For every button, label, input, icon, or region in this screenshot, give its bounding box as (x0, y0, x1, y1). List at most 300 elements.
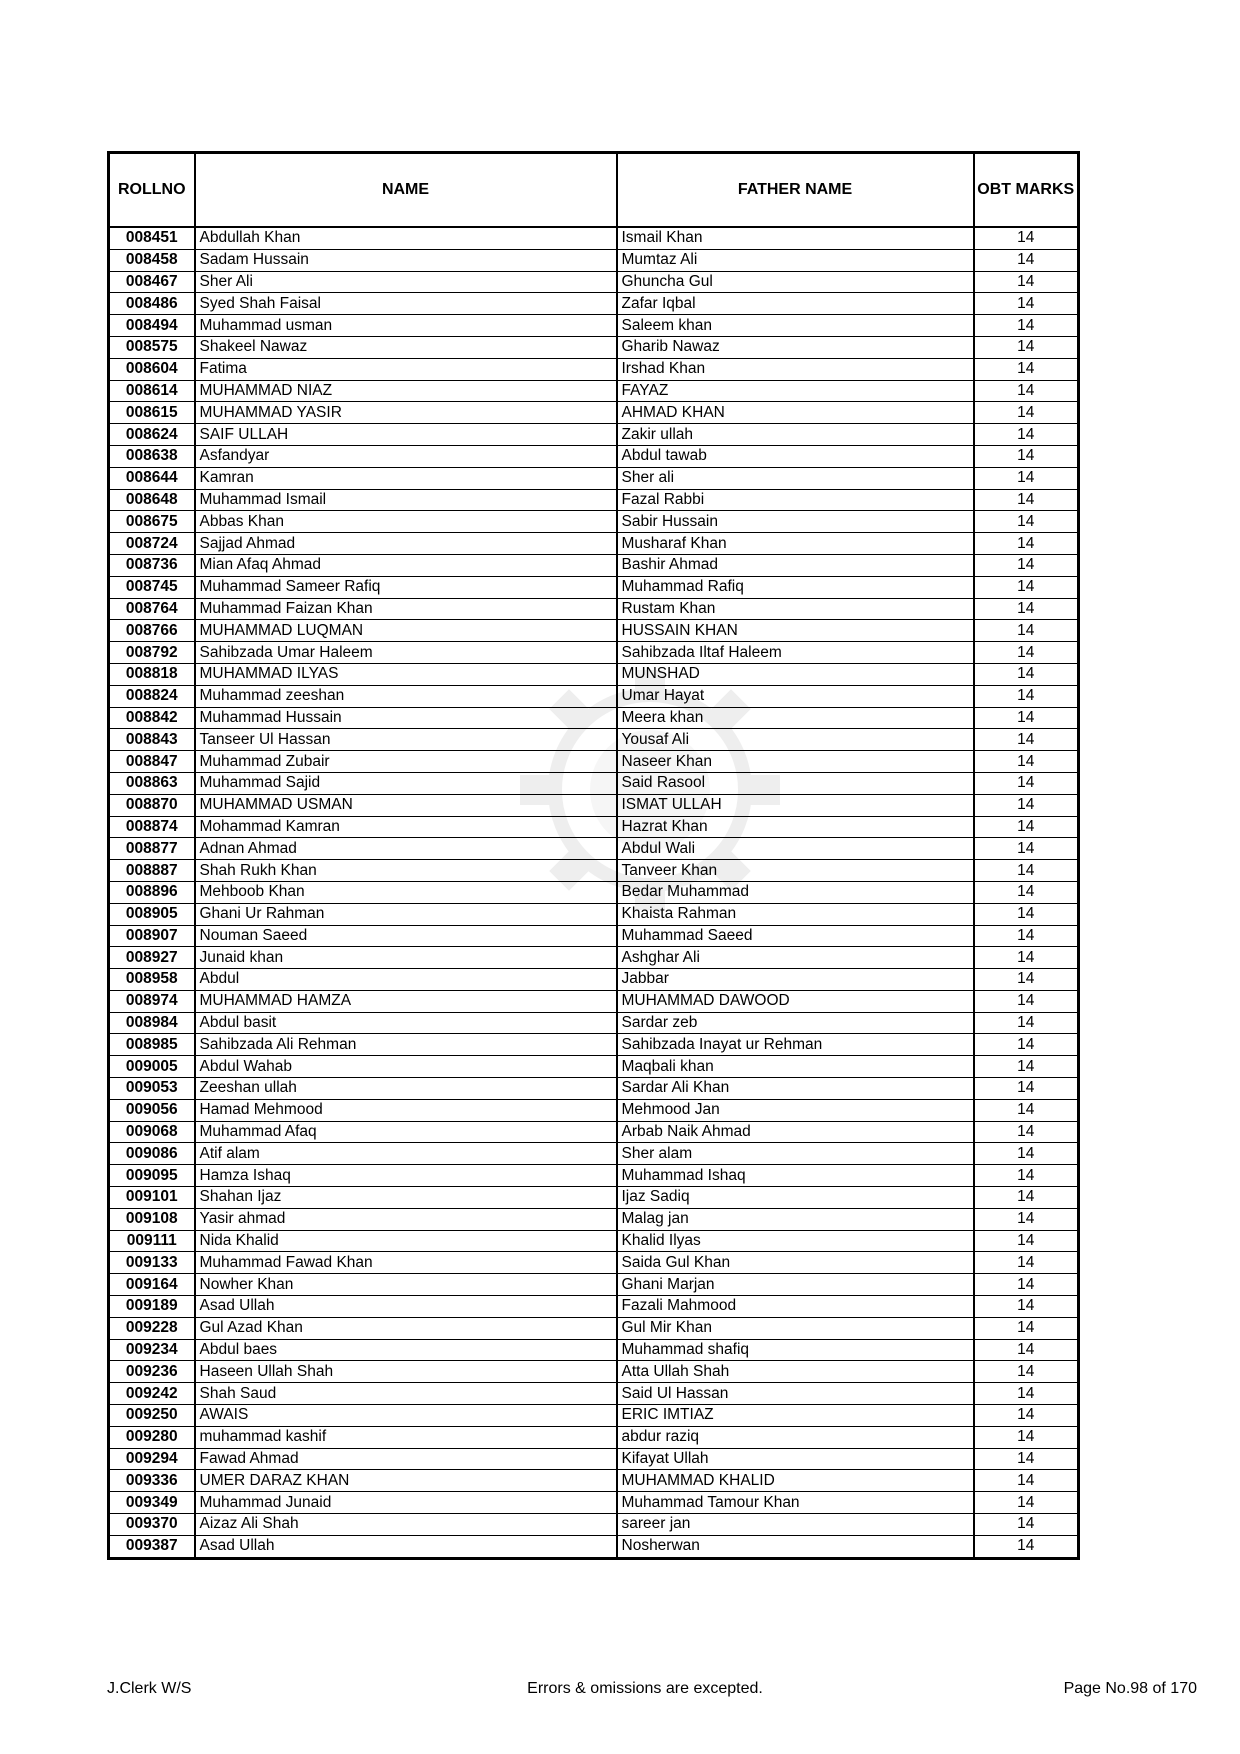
cell-rollno: 008958 (109, 969, 195, 991)
cell-name: Sahibzada Umar Haleem (195, 642, 617, 664)
table-row (109, 1317, 1079, 1339)
cell-name: Hamad Mehmood (195, 1099, 617, 1121)
cell-obt-marks: 14 (974, 598, 1079, 620)
cell-rollno: 008766 (109, 620, 195, 642)
cell-father-name: Zafar Iqbal (617, 293, 974, 315)
cell-name: Muhammad Junaid (195, 1492, 617, 1514)
cell-name: AWAIS (195, 1405, 617, 1427)
cell-name: Muhammad Faizan Khan (195, 598, 617, 620)
table-row (109, 1230, 1079, 1252)
cell-obt-marks: 14 (974, 1012, 1079, 1034)
table-row (109, 1470, 1079, 1492)
cell-obt-marks: 14 (974, 511, 1079, 533)
cell-father-name: Bedar Muhammad (617, 881, 974, 903)
cell-obt-marks: 14 (974, 969, 1079, 991)
cell-name: UMER DARAZ KHAN (195, 1470, 617, 1492)
cell-rollno: 009108 (109, 1208, 195, 1230)
cell-father-name: Meera khan (617, 707, 974, 729)
cell-obt-marks: 14 (974, 1296, 1079, 1318)
table-row (109, 925, 1079, 947)
cell-name: Abdul (195, 969, 617, 991)
cell-father-name: Abdul Wali (617, 838, 974, 860)
table-row (109, 1426, 1079, 1448)
cell-father-name: sareer jan (617, 1514, 974, 1536)
cell-obt-marks: 14 (974, 227, 1079, 249)
cell-obt-marks: 14 (974, 663, 1079, 685)
cell-rollno: 008648 (109, 489, 195, 511)
cell-obt-marks: 14 (974, 642, 1079, 664)
cell-rollno: 009336 (109, 1470, 195, 1492)
cell-rollno: 009053 (109, 1078, 195, 1100)
cell-obt-marks: 14 (974, 1470, 1079, 1492)
cell-name: SAIF ULLAH (195, 424, 617, 446)
table-row (109, 1099, 1079, 1121)
cell-rollno: 008905 (109, 903, 195, 925)
table-row (109, 707, 1079, 729)
table-row (109, 751, 1079, 773)
cell-rollno: 009250 (109, 1405, 195, 1427)
cell-father-name: Jabbar (617, 969, 974, 991)
cell-father-name: Ghuncha Gul (617, 271, 974, 293)
cell-rollno: 008818 (109, 663, 195, 685)
table-row (109, 1056, 1079, 1078)
cell-obt-marks: 14 (974, 293, 1079, 315)
cell-obt-marks: 14 (974, 1078, 1079, 1100)
cell-rollno: 008877 (109, 838, 195, 860)
table-row (109, 533, 1079, 555)
cell-rollno: 009086 (109, 1143, 195, 1165)
cell-father-name: FAYAZ (617, 380, 974, 402)
cell-name: Muhammad Zubair (195, 751, 617, 773)
table-row (109, 1339, 1079, 1361)
cell-obt-marks: 14 (974, 358, 1079, 380)
cell-father-name: Musharaf Khan (617, 533, 974, 555)
cell-rollno: 009095 (109, 1165, 195, 1187)
cell-rollno: 009189 (109, 1296, 195, 1318)
cell-father-name: Sher alam (617, 1143, 974, 1165)
cell-obt-marks: 14 (974, 533, 1079, 555)
cell-obt-marks: 14 (974, 751, 1079, 773)
cell-obt-marks: 14 (974, 1492, 1079, 1514)
table-row (109, 424, 1079, 446)
table-row (109, 445, 1079, 467)
cell-obt-marks: 14 (974, 729, 1079, 751)
cell-father-name: Irshad Khan (617, 358, 974, 380)
cell-name: muhammad kashif (195, 1426, 617, 1448)
cell-name: Atif alam (195, 1143, 617, 1165)
cell-rollno: 009111 (109, 1230, 195, 1252)
table-row (109, 511, 1079, 533)
table-row (109, 249, 1079, 271)
cell-rollno: 009370 (109, 1514, 195, 1536)
table-row (109, 794, 1079, 816)
cell-obt-marks: 14 (974, 1187, 1079, 1209)
cell-father-name: Said Ul Hassan (617, 1383, 974, 1405)
cell-father-name: Malag jan (617, 1208, 974, 1230)
table-row (109, 598, 1079, 620)
cell-father-name: Atta Ullah Shah (617, 1361, 974, 1383)
table-row (109, 990, 1079, 1012)
cell-obt-marks: 14 (974, 1034, 1079, 1056)
cell-father-name: Saleem khan (617, 315, 974, 337)
cell-rollno: 008792 (109, 642, 195, 664)
cell-father-name: Fazali Mahmood (617, 1296, 974, 1318)
cell-name: Sahibzada Ali Rehman (195, 1034, 617, 1056)
table-row (109, 1274, 1079, 1296)
cell-name: Muhammad Fawad Khan (195, 1252, 617, 1274)
cell-name: Mian Afaq Ahmad (195, 554, 617, 576)
cell-rollno: 008847 (109, 751, 195, 773)
cell-obt-marks: 14 (974, 402, 1079, 424)
cell-father-name: Muhammad Rafiq (617, 576, 974, 598)
cell-obt-marks: 14 (974, 1165, 1079, 1187)
cell-name: Kamran (195, 467, 617, 489)
table-row (109, 554, 1079, 576)
cell-obt-marks: 14 (974, 794, 1079, 816)
cell-father-name: Sardar zeb (617, 1012, 974, 1034)
cell-name: Zeeshan ullah (195, 1078, 617, 1100)
cell-name: Junaid khan (195, 947, 617, 969)
table-row (109, 1252, 1079, 1274)
cell-father-name: MUNSHAD (617, 663, 974, 685)
header-father-name: FATHER NAME (617, 153, 974, 228)
cell-name: Nouman Saeed (195, 925, 617, 947)
cell-rollno: 008451 (109, 227, 195, 249)
cell-name: Muhammad Sameer Rafiq (195, 576, 617, 598)
cell-name: Nowher Khan (195, 1274, 617, 1296)
cell-name: MUHAMMAD USMAN (195, 794, 617, 816)
cell-name: Shah Rukh Khan (195, 860, 617, 882)
header-rollno: ROLLNO (109, 153, 195, 228)
cell-obt-marks: 14 (974, 467, 1079, 489)
cell-obt-marks: 14 (974, 1099, 1079, 1121)
cell-rollno: 009242 (109, 1383, 195, 1405)
cell-father-name: Yousaf Ali (617, 729, 974, 751)
table-row (109, 663, 1079, 685)
cell-obt-marks: 14 (974, 1121, 1079, 1143)
cell-rollno: 009056 (109, 1099, 195, 1121)
cell-rollno: 009068 (109, 1121, 195, 1143)
cell-father-name: Muhammad Saeed (617, 925, 974, 947)
cell-obt-marks: 14 (974, 271, 1079, 293)
cell-father-name: Sher ali (617, 467, 974, 489)
cell-name: Sadam Hussain (195, 249, 617, 271)
cell-father-name: Zakir ullah (617, 424, 974, 446)
cell-father-name: abdur raziq (617, 1426, 974, 1448)
cell-name: Ghani Ur Rahman (195, 903, 617, 925)
cell-name: MUHAMMAD YASIR (195, 402, 617, 424)
cell-obt-marks: 14 (974, 380, 1079, 402)
table-row (109, 1034, 1079, 1056)
cell-obt-marks: 14 (974, 1208, 1079, 1230)
cell-name: Muhammad Afaq (195, 1121, 617, 1143)
table-row (109, 685, 1079, 707)
cell-obt-marks: 14 (974, 947, 1079, 969)
cell-rollno: 009294 (109, 1448, 195, 1470)
cell-rollno: 009234 (109, 1339, 195, 1361)
table-row (109, 1405, 1079, 1427)
cell-name: Shahan Ijaz (195, 1187, 617, 1209)
cell-father-name: Sahibzada Iltaf Haleem (617, 642, 974, 664)
cell-rollno: 008907 (109, 925, 195, 947)
cell-obt-marks: 14 (974, 1056, 1079, 1078)
cell-father-name: ISMAT ULLAH (617, 794, 974, 816)
cell-rollno: 008824 (109, 685, 195, 707)
cell-father-name: Mumtaz Ali (617, 249, 974, 271)
cell-name: Mehboob Khan (195, 881, 617, 903)
cell-name: Muhammad Hussain (195, 707, 617, 729)
cell-obt-marks: 14 (974, 445, 1079, 467)
table-row (109, 838, 1079, 860)
table-row (109, 1078, 1079, 1100)
cell-obt-marks: 14 (974, 1230, 1079, 1252)
cell-father-name: MUHAMMAD DAWOOD (617, 990, 974, 1012)
cell-father-name: Muhammad Tamour Khan (617, 1492, 974, 1514)
cell-name: MUHAMMAD LUQMAN (195, 620, 617, 642)
cell-rollno: 008984 (109, 1012, 195, 1034)
cell-name: Haseen Ullah Shah (195, 1361, 617, 1383)
cell-father-name: Hazrat Khan (617, 816, 974, 838)
cell-rollno: 008675 (109, 511, 195, 533)
table-row (109, 576, 1079, 598)
cell-father-name: Bashir Ahmad (617, 554, 974, 576)
cell-father-name: Rustam Khan (617, 598, 974, 620)
cell-obt-marks: 14 (974, 620, 1079, 642)
cell-name: Asad Ullah (195, 1296, 617, 1318)
cell-rollno: 009387 (109, 1535, 195, 1558)
table-row (109, 1535, 1079, 1558)
table-row (109, 881, 1079, 903)
table-row (109, 1121, 1079, 1143)
cell-name: Abdul Wahab (195, 1056, 617, 1078)
cell-father-name: MUHAMMAD KHALID (617, 1470, 974, 1492)
cell-name: Yasir ahmad (195, 1208, 617, 1230)
cell-rollno: 008870 (109, 794, 195, 816)
cell-name: Fawad Ahmad (195, 1448, 617, 1470)
cell-rollno: 008842 (109, 707, 195, 729)
cell-father-name: Abdul tawab (617, 445, 974, 467)
cell-name: Asad Ullah (195, 1535, 617, 1558)
cell-name: Muhammad Sajid (195, 772, 617, 794)
cell-father-name: Sardar Ali Khan (617, 1078, 974, 1100)
table-row (109, 1383, 1079, 1405)
cell-name: Hamza Ishaq (195, 1165, 617, 1187)
cell-rollno: 009236 (109, 1361, 195, 1383)
cell-rollno: 008887 (109, 860, 195, 882)
cell-obt-marks: 14 (974, 1535, 1079, 1558)
table-row (109, 903, 1079, 925)
footer-page-number: Page No.98 of 170 (1063, 1680, 1197, 1697)
cell-obt-marks: 14 (974, 336, 1079, 358)
footer-clerk: J.Clerk W/S (107, 1680, 192, 1697)
results-table-container (107, 151, 1077, 1560)
cell-rollno: 008896 (109, 881, 195, 903)
cell-obt-marks: 14 (974, 1361, 1079, 1383)
cell-father-name: Nosherwan (617, 1535, 974, 1558)
cell-name: Adnan Ahmad (195, 838, 617, 860)
cell-rollno: 009133 (109, 1252, 195, 1274)
cell-name: Muhammad zeeshan (195, 685, 617, 707)
cell-obt-marks: 14 (974, 990, 1079, 1012)
cell-obt-marks: 14 (974, 772, 1079, 794)
cell-rollno: 008486 (109, 293, 195, 315)
table-row (109, 489, 1079, 511)
cell-name: MUHAMMAD HAMZA (195, 990, 617, 1012)
cell-father-name: Naseer Khan (617, 751, 974, 773)
cell-father-name: Ijaz Sadiq (617, 1187, 974, 1209)
table-row (109, 402, 1079, 424)
cell-name: Nida Khalid (195, 1230, 617, 1252)
cell-name: Abdul basit (195, 1012, 617, 1034)
cell-name: Shah Saud (195, 1383, 617, 1405)
cell-rollno: 008724 (109, 533, 195, 555)
cell-rollno: 009228 (109, 1317, 195, 1339)
cell-obt-marks: 14 (974, 1405, 1079, 1427)
cell-rollno: 008604 (109, 358, 195, 380)
cell-father-name: Fazal Rabbi (617, 489, 974, 511)
results-table (107, 151, 1080, 1560)
table-row (109, 1361, 1079, 1383)
cell-obt-marks: 14 (974, 838, 1079, 860)
cell-name: Abdullah Khan (195, 227, 617, 249)
cell-obt-marks: 14 (974, 860, 1079, 882)
cell-name: Asfandyar (195, 445, 617, 467)
cell-name: Aizaz Ali Shah (195, 1514, 617, 1536)
table-row (109, 380, 1079, 402)
cell-name: Shakeel Nawaz (195, 336, 617, 358)
cell-rollno: 008985 (109, 1034, 195, 1056)
cell-name: Gul Azad Khan (195, 1317, 617, 1339)
cell-father-name: Mehmood Jan (617, 1099, 974, 1121)
cell-obt-marks: 14 (974, 489, 1079, 511)
cell-rollno: 008458 (109, 249, 195, 271)
table-row (109, 969, 1079, 991)
cell-rollno: 008644 (109, 467, 195, 489)
table-row (109, 227, 1079, 249)
cell-father-name: Muhammad shafiq (617, 1339, 974, 1361)
table-row (109, 1492, 1079, 1514)
table-row (109, 293, 1079, 315)
cell-rollno: 008736 (109, 554, 195, 576)
table-row (109, 642, 1079, 664)
cell-obt-marks: 14 (974, 925, 1079, 947)
cell-name: Sher Ali (195, 271, 617, 293)
cell-name: MUHAMMAD ILYAS (195, 663, 617, 685)
table-row (109, 816, 1079, 838)
cell-father-name: Gul Mir Khan (617, 1317, 974, 1339)
cell-name: Muhammad usman (195, 315, 617, 337)
cell-obt-marks: 14 (974, 1339, 1079, 1361)
cell-father-name: Kifayat Ullah (617, 1448, 974, 1470)
cell-obt-marks: 14 (974, 1426, 1079, 1448)
table-row (109, 860, 1079, 882)
cell-rollno: 009164 (109, 1274, 195, 1296)
cell-rollno: 008615 (109, 402, 195, 424)
cell-rollno: 008974 (109, 990, 195, 1012)
table-row (109, 1448, 1079, 1470)
table-row (109, 315, 1079, 337)
table-row (109, 1143, 1079, 1165)
cell-father-name: Saida Gul Khan (617, 1252, 974, 1274)
cell-obt-marks: 14 (974, 1514, 1079, 1536)
cell-father-name: Ashghar Ali (617, 947, 974, 969)
table-row (109, 947, 1079, 969)
cell-name: Muhammad Ismail (195, 489, 617, 511)
cell-rollno: 008874 (109, 816, 195, 838)
cell-obt-marks: 14 (974, 903, 1079, 925)
cell-rollno: 008764 (109, 598, 195, 620)
table-header-row (109, 153, 1079, 228)
cell-obt-marks: 14 (974, 1252, 1079, 1274)
cell-rollno: 008863 (109, 772, 195, 794)
cell-rollno: 008614 (109, 380, 195, 402)
cell-rollno: 009101 (109, 1187, 195, 1209)
cell-obt-marks: 14 (974, 1143, 1079, 1165)
cell-obt-marks: 14 (974, 249, 1079, 271)
table-row (109, 772, 1079, 794)
cell-rollno: 008745 (109, 576, 195, 598)
cell-obt-marks: 14 (974, 1317, 1079, 1339)
cell-name: Mohammad Kamran (195, 816, 617, 838)
cell-father-name: Arbab Naik Ahmad (617, 1121, 974, 1143)
cell-father-name: Ghani Marjan (617, 1274, 974, 1296)
table-row (109, 336, 1079, 358)
cell-father-name: Said Rasool (617, 772, 974, 794)
cell-father-name: Muhammad Ishaq (617, 1165, 974, 1187)
cell-rollno: 008575 (109, 336, 195, 358)
cell-father-name: ERIC IMTIAZ (617, 1405, 974, 1427)
table-row (109, 1187, 1079, 1209)
table-body (109, 227, 1079, 1558)
cell-father-name: AHMAD KHAN (617, 402, 974, 424)
cell-obt-marks: 14 (974, 315, 1079, 337)
cell-rollno: 008494 (109, 315, 195, 337)
table-row (109, 1208, 1079, 1230)
table-row (109, 729, 1079, 751)
cell-name: MUHAMMAD NIAZ (195, 380, 617, 402)
table-row (109, 1012, 1079, 1034)
table-row (109, 271, 1079, 293)
table-row (109, 467, 1079, 489)
table-row (109, 1514, 1079, 1536)
cell-father-name: Khaista Rahman (617, 903, 974, 925)
cell-rollno: 008467 (109, 271, 195, 293)
cell-obt-marks: 14 (974, 881, 1079, 903)
cell-father-name: Tanveer Khan (617, 860, 974, 882)
cell-obt-marks: 14 (974, 576, 1079, 598)
cell-father-name: Gharib Nawaz (617, 336, 974, 358)
cell-father-name: Ismail Khan (617, 227, 974, 249)
header-name: NAME (195, 153, 617, 228)
footer-disclaimer: Errors & omissions are excepted. (527, 1680, 763, 1697)
cell-father-name: Khalid Ilyas (617, 1230, 974, 1252)
table-row (109, 1296, 1079, 1318)
cell-name: Fatima (195, 358, 617, 380)
cell-rollno: 008843 (109, 729, 195, 751)
cell-name: Abdul baes (195, 1339, 617, 1361)
cell-obt-marks: 14 (974, 685, 1079, 707)
cell-name: Syed Shah Faisal (195, 293, 617, 315)
cell-rollno: 008927 (109, 947, 195, 969)
cell-father-name: HUSSAIN KHAN (617, 620, 974, 642)
cell-name: Tanseer Ul Hassan (195, 729, 617, 751)
cell-rollno: 009349 (109, 1492, 195, 1514)
cell-obt-marks: 14 (974, 816, 1079, 838)
cell-rollno: 008638 (109, 445, 195, 467)
cell-name: Sajjad Ahmad (195, 533, 617, 555)
table-row (109, 1165, 1079, 1187)
cell-rollno: 008624 (109, 424, 195, 446)
